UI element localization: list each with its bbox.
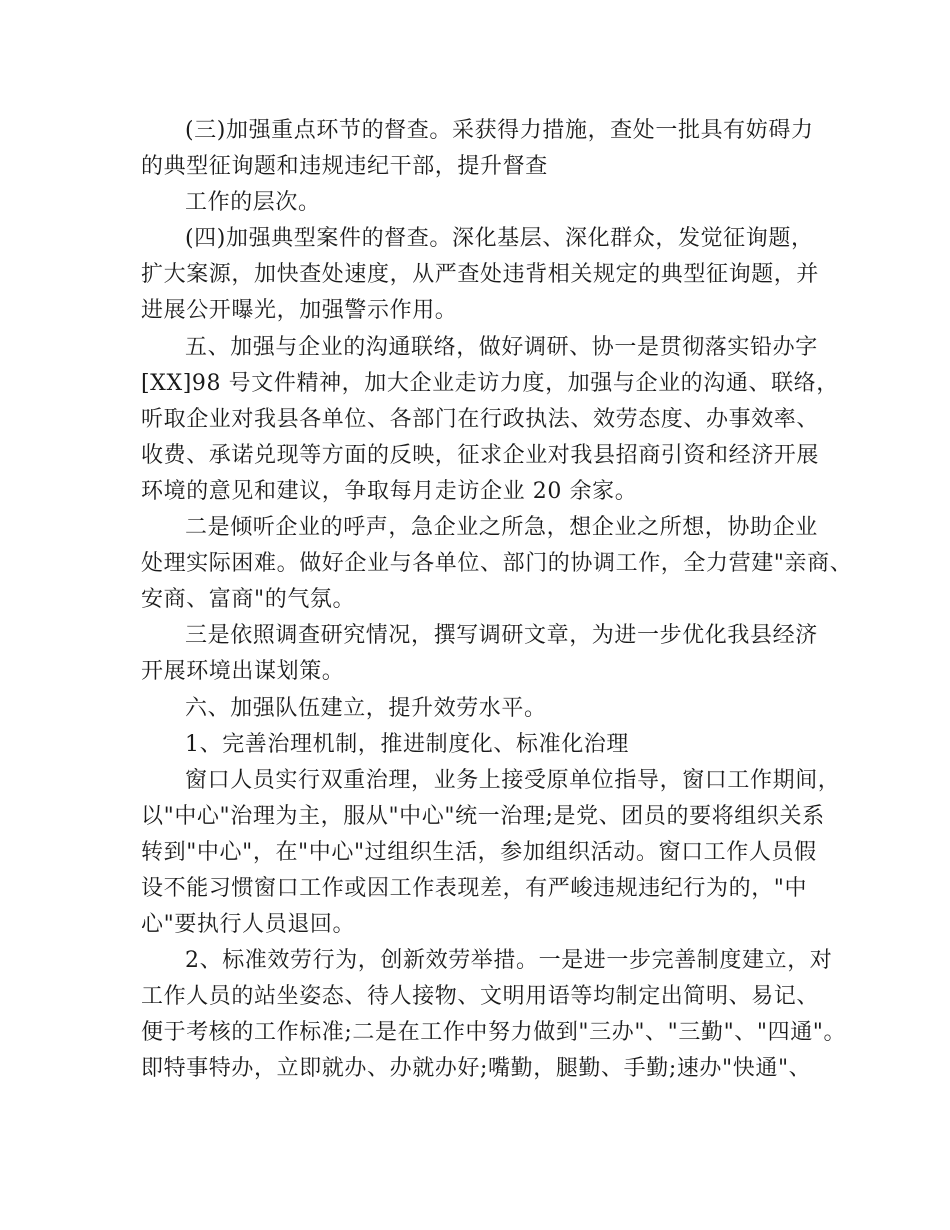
text-line: 二是倾听企业的呼声，急企业之所急，想企业之所想，协助企业 bbox=[185, 515, 818, 541]
text-line: 五、加强与企业的沟通联络，做好调研、协一是贯彻落实铅办字 bbox=[185, 334, 818, 360]
document-body bbox=[141, 113, 853, 1088]
text-line: 转到"中心"，在"中心"过组织生活，参加组织活动。窗口工作人员假 bbox=[141, 839, 817, 865]
text-line: 处理实际困难。做好企业与各单位、部门的协调工作，全力营建"亲商、 bbox=[141, 551, 853, 577]
text-line: (四)加强典型案件的督查。深化基层、深化群众，发觉征询题， bbox=[185, 226, 814, 252]
text-line: 即特事特办，立即就办、办就办好;嘴勤，腿勤、手勤;速办"快通"、 bbox=[141, 1056, 812, 1082]
text-line: 开展环境出谋划策。 bbox=[141, 659, 345, 685]
text-line: 环境的意见和建议，争取每月走访企业 20 余家。 bbox=[141, 478, 638, 504]
text-line: 工作人员的站坐姿态、待人接物、文明用语等均制定出简明、易记、 bbox=[141, 984, 820, 1010]
text-line: 三是依照调查研究情况，撰写调研文章，为进一步优化我县经济 bbox=[185, 623, 818, 649]
text-line: 1、完善治理机制，推进制度化、标准化治理 bbox=[185, 731, 629, 757]
text-line: 工作的层次。 bbox=[185, 190, 321, 216]
text-line: 便于考核的工作标准;二是在工作中努力做到"三办"、"三勤"、"四通"。 bbox=[141, 1020, 847, 1046]
text-line: 安商、富商"的气氛。 bbox=[141, 587, 356, 613]
text-line: 六、加强队伍建立，提升效劳水平。 bbox=[185, 695, 547, 721]
text-line: 设不能习惯窗口工作或因工作表现差，有严峻违规违纪行为的，"中 bbox=[141, 875, 808, 901]
text-line: 心"要执行人员退回。 bbox=[141, 912, 356, 938]
text-line: 收费、承诺兑现等方面的反映，征求企业对我县招商引资和经济开展 bbox=[141, 442, 820, 468]
text-line: 窗口人员实行双重治理，业务上接受原单位指导，窗口工作期间， bbox=[185, 767, 841, 793]
text-line: 2、标准效劳行为，创新效劳举措。一是进一步完善制度建立，对 bbox=[185, 948, 833, 974]
text-line: 以"中心"治理为主，服从"中心"统一治理;是党、团员的要将组织关系 bbox=[141, 803, 825, 829]
text-line: 进展公开曝光，加强警示作用。 bbox=[141, 298, 458, 324]
text-line: 的典型征询题和违规违纪干部，提升督查 bbox=[141, 154, 548, 180]
text-line: [XX]98 号文件精神，加大企业走访力度，加强与企业的沟通、联络， bbox=[141, 370, 839, 396]
text-line: (三)加强重点环节的督查。采获得力措施，查处一批具有妨碍力 bbox=[185, 118, 814, 143]
text-line: 扩大案源，加快查处速度，从严查处违背相关规定的典型征询题，并 bbox=[141, 262, 820, 288]
text-line: 听取企业对我县各单位、各部门在行政执法、效劳态度、办事效率、 bbox=[141, 406, 820, 432]
